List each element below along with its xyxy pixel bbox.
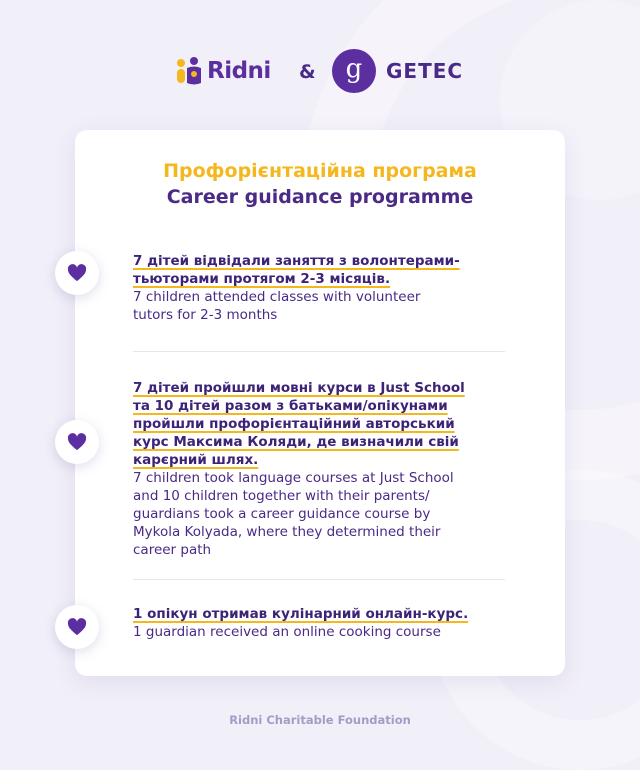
ridni-logo[interactable] (174, 56, 271, 86)
item-text-en (133, 623, 493, 641)
item-text-en (133, 288, 493, 324)
card-title-ua: Профорієнтаційна програма (163, 160, 477, 182)
item-text-ua (133, 252, 493, 288)
getec-logo-text: GETEC (386, 59, 464, 83)
getec-monogram: g (345, 54, 363, 84)
heart-icon (67, 264, 87, 282)
divider (133, 351, 505, 352)
ua-line: 7 дітей відвідали заняття з волонтерами- (133, 253, 460, 269)
divider (133, 579, 505, 580)
ua-line: тьюторами протягом 2-3 місяців. (133, 271, 391, 287)
ua-line: курс Максима Коляди, де визначили свій (133, 434, 459, 450)
item-text-ua (133, 605, 493, 623)
info-card (75, 130, 565, 676)
footer-text: Ridni Charitable Foundation (229, 713, 411, 727)
list-item (133, 379, 493, 559)
ua-line: 7 дітей пройшли мовні курси в Just School (133, 380, 465, 396)
ua-line: 1 опікун отримав кулінарний онлайн-курс. (133, 606, 469, 622)
en-line: career path (133, 542, 212, 558)
card-title-en: Career guidance programme (166, 186, 474, 208)
ua-line: карєрний шлях. (133, 452, 259, 468)
list-item (133, 252, 493, 324)
en-line: tutors for 2-3 months (133, 307, 278, 323)
ridni-logo-icon (174, 56, 204, 86)
heart-badge (55, 605, 99, 649)
heart-icon (67, 433, 87, 451)
ua-line: та 10 дітей разом з батьками/опікунами (133, 398, 448, 414)
item-text-ua (133, 379, 493, 469)
en-line: 7 children took language courses at Just School (133, 470, 454, 486)
heart-badge (55, 251, 99, 295)
heart-badge (55, 420, 99, 464)
getec-monogram-icon (332, 49, 376, 93)
list-item (133, 605, 493, 641)
en-line: guardians took a career guidance course by (133, 506, 431, 522)
getec-logo[interactable] (332, 49, 463, 93)
en-line: and 10 children together with their parents/ (133, 488, 430, 504)
en-line: 7 children attended classes with volunteer (133, 289, 421, 305)
en-line: 1 guardian received an online cooking course (133, 624, 441, 640)
ua-line: пройшли профорієнтаційний авторський (133, 416, 455, 432)
ampersand: & (299, 61, 316, 83)
en-line: Mykola Kolyada, where they determined their (133, 524, 441, 540)
heart-icon (67, 618, 87, 636)
ridni-logo-text: Ridni (207, 58, 271, 84)
header (0, 46, 640, 98)
item-text-en (133, 469, 493, 559)
